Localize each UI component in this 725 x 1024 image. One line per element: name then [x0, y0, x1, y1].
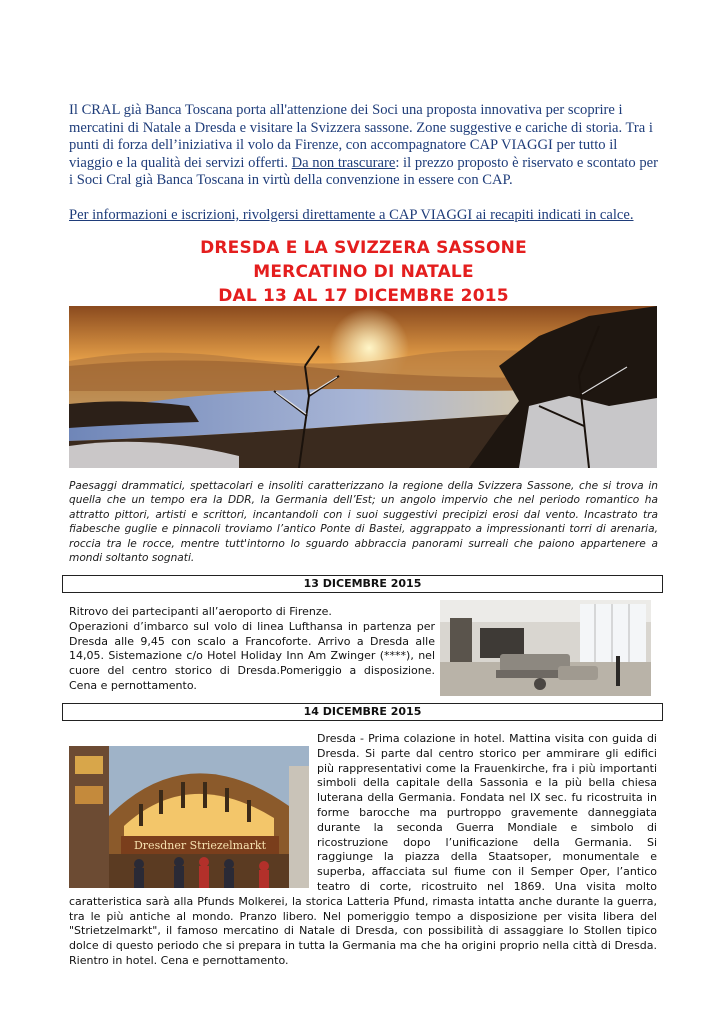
- contact-info: Per informazioni e iscrizioni, rivolgersi direttamente a CAP VIAGGI ai recapiti indicati in calce.: [69, 207, 634, 223]
- day1-paragraph-1: Ritrovo dei partecipanti all’aeroporto di Firenze.: [69, 605, 332, 618]
- day2-paragraph: Dresda - Prima colazione in hotel. Mattina visita con guida di Dresda. Si parte dal centro storico per ammirare gli edifici più rappresentativi come la Frauenkirche, fra i più importanti simboli della capitale della Sassonia e la più bella chiesa luterana della Germania. Fondata nel IX sec. fu ricostruita in forme barocche ma purtroppo gravemente danneggiata durante la seconda Guerra Mondiale e simbolo di ricostruzione dopo l’unificazione della Germania. Si raggiunge la piazza della Staatsoper, monumentale e superba, affacciata sul fiume con il Semper Oper, l’antico teatro di corte, ricostruito nel 1869. Una visita molto caratteristica sarà alla Pfunds Molkerei, la storica Latteria Pfund, rimasta intatta anche durante la guerra, tra le più antiche al mondo. Pranzo libero. Nel pomeriggio tempo a disposizione per visita libera del "Strietzelmarkt", il famoso mercatino di Natale di Dresda, con possibilità di assaggiare lo Stollen tipico dolce di questo periodo che si prepara in tutta la Germania ma che ha origini proprio nella città di Dresda. Rientro in hotel. Cena e pernottamento.: [69, 732, 657, 967]
- saxon-switzerland-photo: [69, 306, 657, 468]
- intro-text-part1: Il CRAL già Banca Toscana porta all'attenzione dei Soci una proposta innovativa per scoprire i mercatini di Natale a Dresda e visitare la Svizzera sassone. Zone suggestive e cariche di storia. Tra i punti di forza dell’iniziativa il volo da Firenze, con accompagnatore CAP VIAGGI per tutto il viaggio e la qualità dei servizi offerti.: [69, 102, 653, 171]
- intro-text-part2: : il prezzo proposto è riservato e scontato per i Soci Cral già Banca Toscana in virtù della convenzione in essere con CAP.: [69, 154, 658, 189]
- intro-paragraph: [69, 102, 659, 190]
- day-heading-13: 13 DICEMBRE 2015: [62, 575, 663, 593]
- trip-title: [69, 236, 658, 308]
- day1-itinerary: [69, 605, 435, 694]
- title-line-1: DRESDA E LA SVIZZERA SASSONE: [200, 238, 527, 258]
- landscape-caption: Paesaggi drammatici, spettacolari e insoliti caratterizzano la regione della Svizzera Sassone, che si trova in quella che un tempo era la DDR, la Germania dell’Est; un angolo impervio che nel periodo romantico ha attratto pittori, artisti e scrittori, incantandoli con i suoi suggestivi precipizi erosi dal vento. Incastrato tra fiabesche guglie e pinnacoli troviamo l’antico Ponte di Bastei, aggrappato a impressionanti torri di arenaria, roccia tra le rocce, mentre tutt'intorno lo sguardo abbraccia panorami surreali che paiono appartenere a mondi soltanto sognati.: [69, 480, 658, 565]
- striezelmarkt-photo: [69, 746, 309, 888]
- intro-underlined-text: Da non trascurare: [291, 154, 396, 171]
- title-line-2: MERCATINO DI NATALE: [253, 262, 474, 282]
- hotel-room-photo: [440, 600, 651, 696]
- day2-itinerary: [69, 732, 657, 969]
- day-heading-14: 14 DICEMBRE 2015: [62, 703, 663, 721]
- title-line-3: DAL 13 AL 17 DICEMBRE 2015: [218, 286, 509, 306]
- market-sign-text: Dresdner Striezelmarkt: [133, 839, 267, 852]
- day1-paragraph-2: Operazioni d’imbarco sul volo di linea Lufthansa in partenza per Dresda alle 9,45 con scalo a Francoforte. Arrivo a Dresda alle 14,05. Sistemazione c/o Hotel Holiday Inn Am Zwinger (****), nel cuore del centro storico di Dresda.Pomeriggio a disposizione. Cena e pernottamento.: [69, 619, 435, 692]
